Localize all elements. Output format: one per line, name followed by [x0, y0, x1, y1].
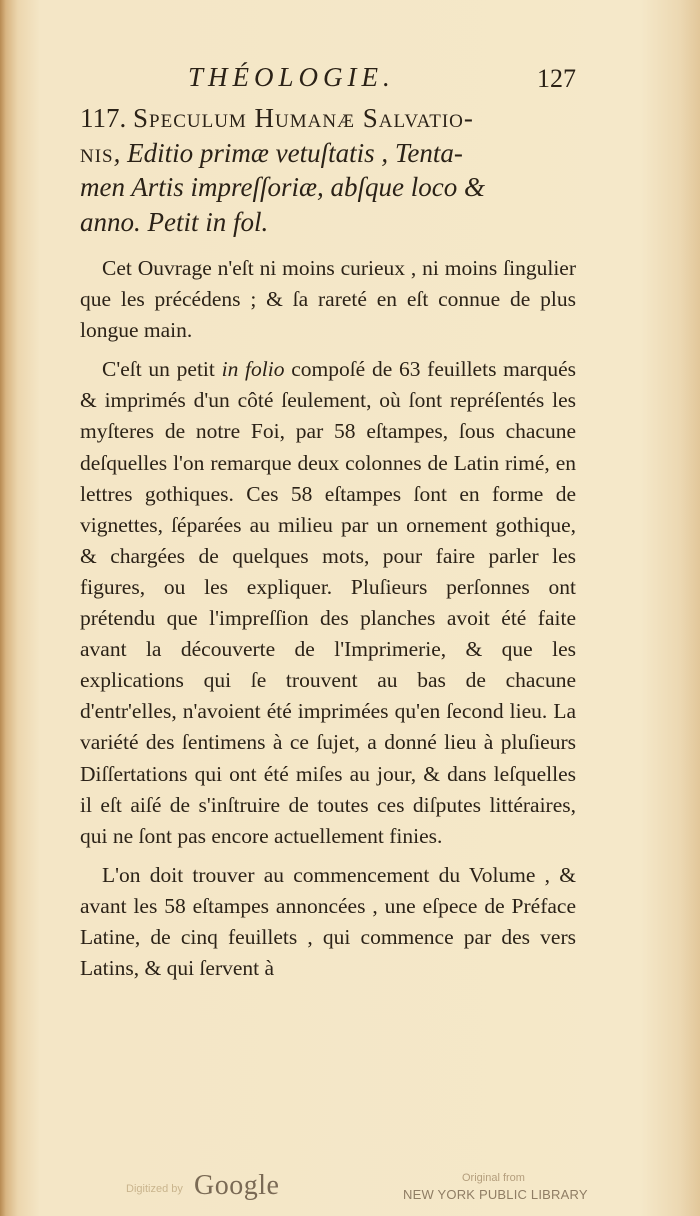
digitization-footer: [0, 1166, 700, 1206]
entry-title-smallcaps: Speculum Humanæ Salvatio-: [133, 103, 474, 133]
catalog-entry-heading: [80, 101, 580, 239]
entry-edition-line-2: men Artis impreſſoriæ, abſque loco &: [80, 172, 485, 202]
page-number: 127: [537, 64, 576, 93]
library-name: NEW YORK PUBLIC LIBRARY: [403, 1187, 588, 1202]
running-title: THÉOLOGIE.: [188, 62, 395, 92]
paragraph-2-rest: compoſé de 63 feuillets marqués & imprimés d'un côté ſeulement, où ſont repréſentés les myſteres de notre Foi, par 58 eſtampes, ſous chacune deſquelles l'on remarque deux colonnes de Latin rimé, en lettres gothiques. Ces 58 eſtampes ſont en forme de vignettes, ſéparées au milieu par un ornement gothique, & chargées de quelques mots, pour faire parler les figures, ou les expliquer. Pluſieurs perſonnes ont prétendu que l'impreſſion des planches avoit été faite avant la découverte de l'Imprimerie, & que les explications qui ſe trouvent au bas de chacune d'entr'elles, n'avoient été imprimées qu'en ſecond lieu. La variété des ſentimens à ce ſujet, a donné lieu à pluſieurs Diſſertations qui ont été miſes au jour, & dans leſquelles il eſt aiſé de s'inſtruire de toutes ces diſputes littéraires, qui ne ſont pas encore actuellement finies.: [80, 357, 576, 848]
original-from-label: Original from: [462, 1172, 525, 1184]
google-logo: Google: [194, 1170, 280, 1201]
paragraph-2-format: in folio: [221, 357, 285, 382]
digitized-by-label: Digitized by: [126, 1183, 183, 1195]
paragraph-1: Cet Ouvrage n'eſt ni moins curieux , ni moins ſingulier que les précédens ; & ſa rareté en eſt connue de plus longue main.: [80, 256, 576, 343]
entry-number: 117.: [80, 103, 127, 133]
entry-description: [80, 253, 576, 992]
paragraph-3: L'on doit trouver au commencement du Volume , & avant les 58 eſtampes annoncées , une eſpece de Préface Latine, de cinq feuillets , qui commence par des vers Latins, & qui ſervent à: [80, 862, 576, 981]
paragraph-2: [80, 354, 576, 852]
entry-title-smallcaps-continued: nis: [80, 137, 114, 168]
entry-edition-line-1: , Editio primæ vetuſtatis , Tenta-: [113, 137, 463, 168]
paragraph-2-start: C'eſt un petit: [102, 357, 222, 382]
page-header: [80, 62, 580, 102]
entry-edition-line-3: anno. Petit in fol.: [80, 206, 269, 237]
